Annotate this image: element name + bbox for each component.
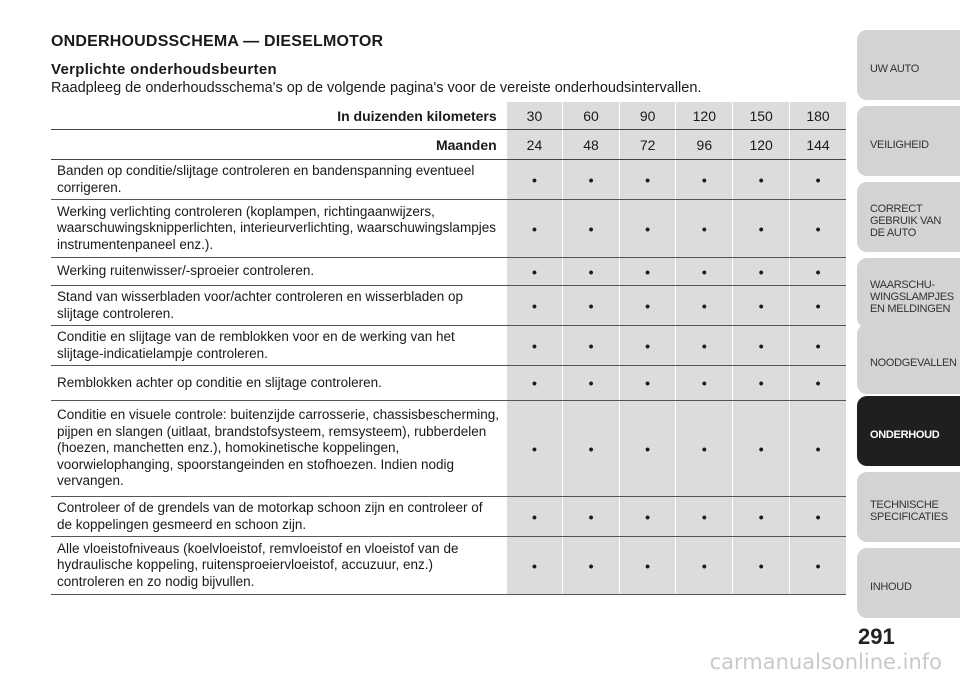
km-value: 60 [563, 102, 620, 130]
tab-label: WAARSCHU- WINGSLAMPJES EN MELDINGEN [870, 279, 954, 315]
interval-mark: • [733, 160, 790, 200]
maintenance-item: Remblokken achter op conditie en slijtage controleren. [51, 366, 507, 401]
page-number: 291 [858, 624, 895, 649]
interval-mark: • [507, 366, 563, 401]
interval-mark: • [507, 286, 563, 326]
table-row [51, 258, 846, 286]
tab-label: VEILIGHEID [870, 139, 929, 151]
month-value: 24 [507, 130, 563, 160]
interval-mark: • [733, 258, 790, 286]
interval-mark: • [507, 326, 563, 366]
maintenance-schedule-table [51, 102, 846, 595]
km-value: 150 [733, 102, 790, 130]
month-value: 96 [676, 130, 733, 160]
month-value: 48 [563, 130, 620, 160]
interval-mark: • [790, 258, 846, 286]
maintenance-item: Banden op conditie/slijtage controleren en bandenspanning eventueel corrigeren. [51, 160, 507, 200]
interval-mark: • [563, 200, 620, 258]
interval-mark: • [790, 286, 846, 326]
tab-label: CORRECT GEBRUIK VAN DE AUTO [870, 203, 942, 239]
intro-text: Raadpleeg de onderhoudsschema's op de volgende pagina's voor de vereiste onderhoudsintervallen. [51, 80, 702, 96]
tab-uw-auto[interactable] [857, 30, 960, 100]
tab-technische-specificaties[interactable] [857, 472, 960, 542]
interval-mark: • [676, 160, 733, 200]
maintenance-item: Conditie en visuele controle: buitenzijde carrosserie, chassisbescherming, pijpen en slangen (uitlaat, brandstofsysteem, remsysteem), rubberdelen (hoezen, manchetten enz.), homokinetische koppelingen, voorwielophanging, spoorstangeinden en stofhoezen. Indien nodig vervangen. [51, 401, 507, 497]
month-header-label: Maanden [51, 130, 507, 160]
interval-mark: • [733, 286, 790, 326]
table-row [51, 497, 846, 537]
interval-mark: • [676, 258, 733, 286]
interval-mark: • [790, 160, 846, 200]
interval-mark: • [563, 286, 620, 326]
interval-mark: • [619, 258, 676, 286]
interval-mark: • [507, 200, 563, 258]
section-subheading: Verplichte onderhoudsbeurten [51, 61, 277, 78]
interval-mark: • [619, 537, 676, 595]
interval-mark: • [733, 401, 790, 497]
watermark: carmanualsonline.info [709, 650, 942, 674]
tab-label: UW AUTO [870, 63, 920, 75]
km-value: 30 [507, 102, 563, 130]
interval-mark: • [790, 497, 846, 537]
interval-mark: • [790, 200, 846, 258]
interval-mark: • [619, 366, 676, 401]
km-header-row [51, 102, 846, 130]
month-value: 144 [790, 130, 846, 160]
interval-mark: • [507, 160, 563, 200]
interval-mark: • [563, 366, 620, 401]
table-row [51, 326, 846, 366]
interval-mark: • [507, 497, 563, 537]
maintenance-item: Controleer of de grendels van de motorkap schoon zijn en controleer of de koppelingen gesmeerd en schoon zijn. [51, 497, 507, 537]
tab-waarschu-wingslampjes-en-meldingen[interactable] [857, 258, 960, 328]
maintenance-item: Alle vloeistofniveaus (koelvloeistof, remvloeistof en vloeistof van de hydraulische koppeling, ruitensproeiervloeistof, accuzuur, enz.) controleren en zo nodig bijvullen. [51, 537, 507, 595]
km-value: 120 [676, 102, 733, 130]
interval-mark: • [563, 537, 620, 595]
interval-mark: • [619, 200, 676, 258]
interval-mark: • [676, 497, 733, 537]
interval-mark: • [733, 200, 790, 258]
page-heading: ONDERHOUDSSCHEMA — DIESELMOTOR [51, 33, 384, 50]
interval-mark: • [507, 401, 563, 497]
interval-mark: • [676, 286, 733, 326]
maintenance-item: Werking ruitenwisser/-sproeier controleren. [51, 258, 507, 286]
table-row [51, 401, 846, 497]
month-value: 120 [733, 130, 790, 160]
interval-mark: • [619, 497, 676, 537]
interval-mark: • [563, 401, 620, 497]
tab-noodgevallen[interactable] [857, 324, 960, 394]
table-row [51, 200, 846, 258]
month-header-row [51, 130, 846, 160]
interval-mark: • [733, 537, 790, 595]
interval-mark: • [563, 258, 620, 286]
month-value: 72 [619, 130, 676, 160]
interval-mark: • [733, 366, 790, 401]
interval-mark: • [619, 401, 676, 497]
interval-mark: • [563, 160, 620, 200]
interval-mark: • [790, 537, 846, 595]
interval-mark: • [733, 326, 790, 366]
interval-mark: • [507, 258, 563, 286]
table-row [51, 366, 846, 401]
km-value: 180 [790, 102, 846, 130]
km-header-label: In duizenden kilometers [51, 102, 507, 130]
schedule-rows [51, 160, 846, 595]
interval-mark: • [619, 326, 676, 366]
interval-mark: • [676, 401, 733, 497]
interval-mark: • [676, 537, 733, 595]
tab-label: NOODGEVALLEN [870, 357, 957, 369]
interval-mark: • [563, 497, 620, 537]
tab-label: TECHNISCHE SPECIFICATIES [870, 499, 948, 523]
maintenance-item: Werking verlichting controleren (koplampen, richtingaanwijzers, waarschuwingsknipperlichten, interieurverlichting, waarschuwingslampjes instrumentenpaneel enz.). [51, 200, 507, 258]
interval-mark: • [563, 326, 620, 366]
interval-mark: • [790, 366, 846, 401]
interval-mark: • [619, 160, 676, 200]
maintenance-item: Conditie en slijtage van de remblokken voor en de werking van het slijtage-indicatielampje controleren. [51, 326, 507, 366]
interval-mark: • [676, 200, 733, 258]
tab-inhoud[interactable] [857, 548, 960, 618]
interval-mark: • [790, 401, 846, 497]
interval-mark: • [676, 326, 733, 366]
tab-correct-gebruik-van-de-auto[interactable] [857, 182, 960, 252]
table-row [51, 286, 846, 326]
maintenance-item: Stand van wisserbladen voor/achter controleren en wisserbladen op slijtage controleren. [51, 286, 507, 326]
interval-mark: • [507, 537, 563, 595]
tab-label: INHOUD [870, 581, 912, 593]
table-row [51, 537, 846, 595]
tab-label: ONDERHOUD [870, 429, 940, 441]
interval-mark: • [676, 366, 733, 401]
interval-mark: • [790, 326, 846, 366]
table-row [51, 160, 846, 200]
km-value: 90 [619, 102, 676, 130]
interval-mark: • [733, 497, 790, 537]
interval-mark: • [619, 286, 676, 326]
tab-onderhoud[interactable] [857, 396, 960, 466]
tab-veiligheid[interactable] [857, 106, 960, 176]
